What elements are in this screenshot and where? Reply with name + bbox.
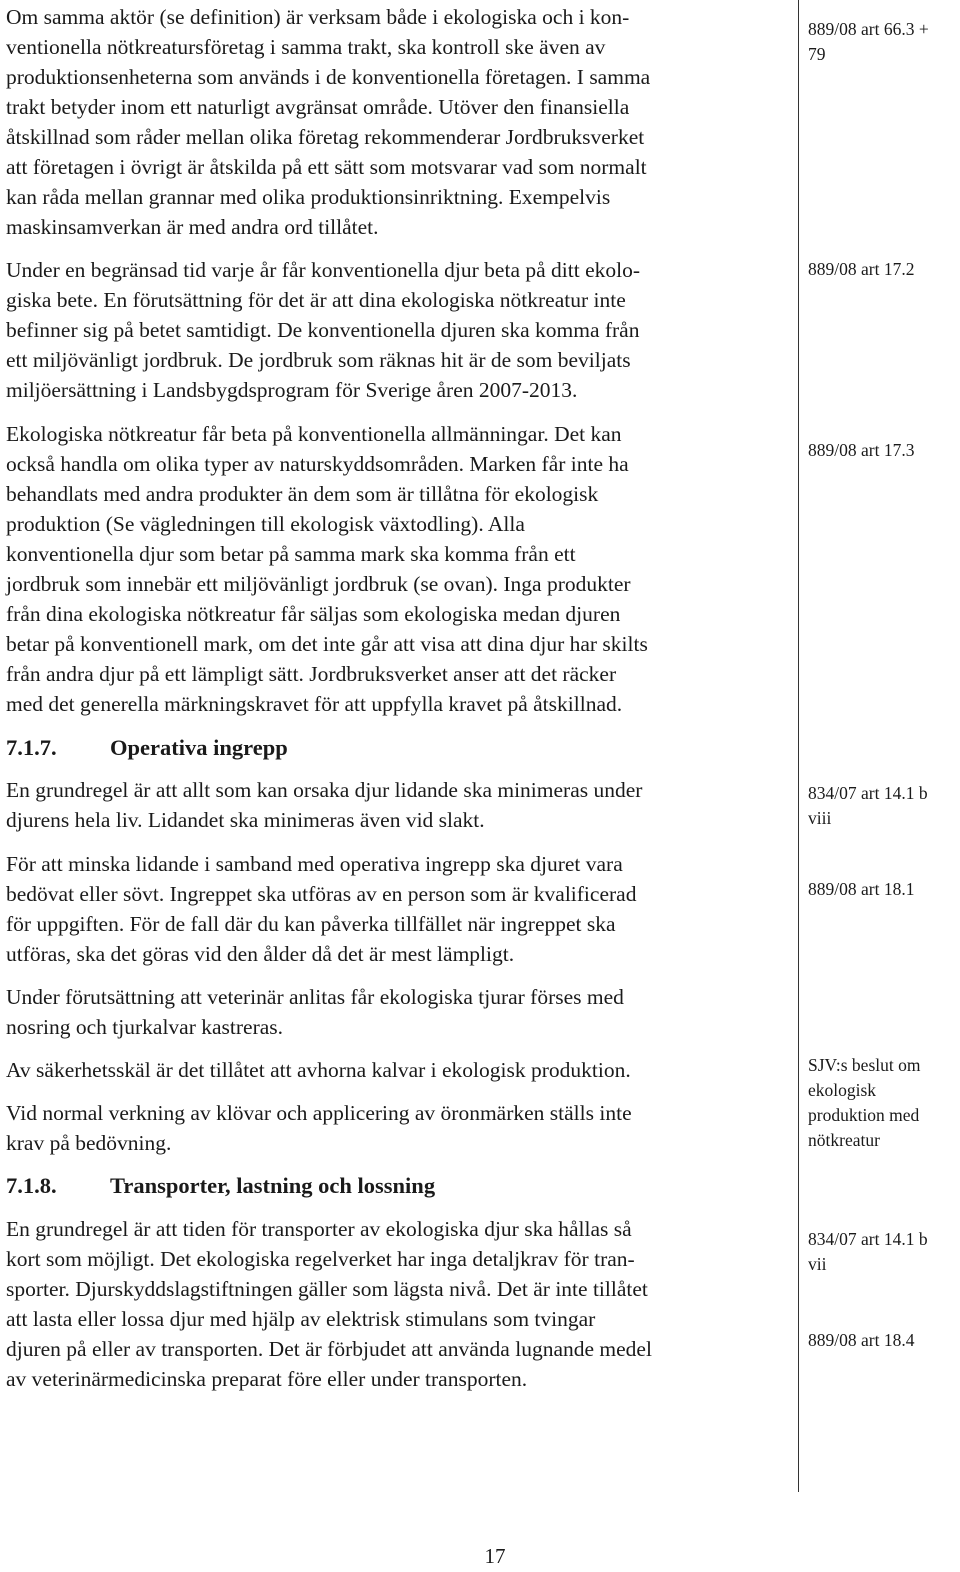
- reference-line: viii: [808, 808, 832, 828]
- text-line: Under förutsättning att veterinär anlitas får ekologiska tjurar förses med: [6, 985, 624, 1009]
- text-line: djurens hela liv. Lidandet ska minimeras även vid slakt.: [6, 808, 485, 832]
- reference-line: 889/08 art 17.2: [808, 259, 915, 279]
- text-line: åtskillnad som råder mellan olika företag rekommenderar Jordbruksverket: [6, 125, 645, 149]
- paragraph-conventional-grazing: [6, 255, 796, 405]
- reference-line: 79: [808, 44, 826, 64]
- reference-line: vii: [808, 1254, 827, 1274]
- paragraph-anesthesia: [6, 849, 796, 969]
- text-line: djuren på eller av transporten. Det är förbjudet att använda lugnande medel: [6, 1337, 652, 1361]
- paragraph-veterinarian: [6, 982, 796, 1042]
- text-line: En grundregel är att tiden för transporter av ekologiska djur ska hållas så: [6, 1217, 632, 1241]
- text-line: produktionsenheterna som används i de konventionella företagen. I samma: [6, 65, 651, 89]
- paragraph-same-operator-control: [6, 2, 796, 242]
- text-line: ett miljövänligt jordbruk. De jordbruk som räknas hit är de som beviljats: [6, 348, 631, 372]
- text-line: betar på konventionell mark, om det inte går att visa att dina djur har skilts: [6, 632, 648, 656]
- text-line: miljöersättning i Landsbygdsprogram för Sverige åren 2007-2013.: [6, 378, 578, 402]
- text-line: konventionella djur som betar på samma mark ska komma från ett: [6, 542, 576, 566]
- text-line: kort som möjligt. Det ekologiska regelverket har inga detaljkrav för tran-: [6, 1247, 635, 1271]
- section-heading-7-1-8: [6, 1171, 435, 1201]
- text-line: från dina ekologiska nötkreatur får säljas som ekologiska medan djuren: [6, 602, 621, 626]
- margin-reference: [808, 1328, 960, 1353]
- section-title: Transporter, lastning och lossning: [110, 1173, 436, 1198]
- text-line: utföras, ska det göras vid den ålder då det är mest lämpligt.: [6, 942, 515, 966]
- reference-line: produktion med: [808, 1105, 920, 1125]
- margin-reference: [808, 17, 960, 67]
- text-line: En grundregel är att allt som kan orsaka djur lidande ska minimeras under: [6, 778, 643, 802]
- text-line: trakt betyder inom ett naturligt avgränsat område. Utöver den finansiella: [6, 95, 630, 119]
- margin-reference: [808, 1053, 960, 1153]
- reference-line: 834/07 art 14.1 b: [808, 1229, 928, 1249]
- text-line: Under en begränsad tid varje år får konventionella djur beta på ditt ekolo-: [6, 258, 641, 282]
- reference-line: 889/08 art 66.3 +: [808, 19, 929, 39]
- paragraph-minimize-suffering: [6, 775, 796, 835]
- text-line: ventionella nötkreatursföretag i samma trakt, ska kontroll ske även av: [6, 35, 606, 59]
- reference-line: SJV:s beslut om: [808, 1055, 921, 1075]
- text-line: för uppgiften. För de fall där du kan påverka tillfället när ingreppet ska: [6, 912, 616, 936]
- text-line: Vid normal verkning av klövar och applicering av öronmärken ställs inte: [6, 1101, 632, 1125]
- text-line: befinner sig på betet samtidigt. De konventionella djuren ska komma från: [6, 318, 640, 342]
- paragraph-transport: [6, 1214, 796, 1394]
- reference-line: ekologisk: [808, 1080, 877, 1100]
- text-line: jordbruk som innebär ett miljövänligt jordbruk (se ovan). Inga produkter: [6, 572, 631, 596]
- reference-line: 834/07 art 14.1 b: [808, 783, 928, 803]
- section-heading-7-1-7: [6, 733, 288, 763]
- paragraph-dehorning: [6, 1055, 796, 1085]
- reference-line: 889/08 art 18.4: [808, 1330, 915, 1350]
- text-line: bedövat eller sövt. Ingreppet ska utföras av en person som är kvalificerad: [6, 882, 637, 906]
- text-line: kan råda mellan grannar med olika produktionsinriktning. Exempelvis: [6, 185, 611, 209]
- section-number: 7.1.8.: [6, 1173, 57, 1198]
- reference-line: 889/08 art 17.3: [808, 440, 915, 460]
- text-line: krav på bedövning.: [6, 1131, 172, 1155]
- paragraph-hoof-trimming: [6, 1098, 796, 1158]
- text-line: att lasta eller lossa djur med hjälp av elektrisk stimulans som tvingar: [6, 1307, 596, 1331]
- section-title: Operativa ingrepp: [110, 735, 288, 760]
- text-line: produktion (Se vägledningen till ekologisk växtodling). Alla: [6, 512, 525, 536]
- text-line: också handla om olika typer av naturskyddsområden. Marken får inte ha: [6, 452, 629, 476]
- text-line: nosring och tjurkalvar kastreras.: [6, 1015, 284, 1039]
- column-divider: [798, 0, 799, 1492]
- reference-line: nötkreatur: [808, 1130, 880, 1150]
- text-line: av veterinärmedicinska preparat före eller under transporten.: [6, 1367, 528, 1391]
- text-line: behandlats med andra produkter än dem som är tillåtna för ekologisk: [6, 482, 599, 506]
- text-line: med det generella märkningskravet för att uppfylla kravet på åtskillnad.: [6, 692, 623, 716]
- paragraph-common-pastures: [6, 419, 796, 719]
- text-line: För att minska lidande i samband med operativa ingrepp ska djuret vara: [6, 852, 623, 876]
- text-line: Om samma aktör (se definition) är verksam både i ekologiska och i kon-: [6, 5, 630, 29]
- reference-line: 889/08 art 18.1: [808, 879, 915, 899]
- margin-reference: [808, 438, 960, 463]
- text-line: sporter. Djurskyddslagstiftningen gäller som lägsta nivå. Det är inte tillåtet: [6, 1277, 648, 1301]
- margin-reference: [808, 781, 960, 831]
- margin-reference: [808, 257, 960, 282]
- margin-reference: [808, 877, 960, 902]
- text-line: från andra djur på ett lämpligt sätt. Jordbruksverket anser att det räcker: [6, 662, 617, 686]
- text-line: maskinsamverkan är med andra ord tillåtet.: [6, 215, 379, 239]
- text-line: Av säkerhetsskäl är det tillåtet att avhorna kalvar i ekologisk produktion.: [6, 1058, 631, 1082]
- text-line: Ekologiska nötkreatur får beta på konventionella allmänningar. Det kan: [6, 422, 622, 446]
- text-line: giska bete. En förutsättning för det är att dina ekologiska nötkreatur inte: [6, 288, 626, 312]
- section-number: 7.1.7.: [6, 735, 57, 760]
- page-number: 17: [484, 1544, 506, 1568]
- margin-reference: [808, 1227, 960, 1277]
- text-line: att företagen i övrigt är åtskilda på ett sätt som motsvarar vad som normalt: [6, 155, 647, 179]
